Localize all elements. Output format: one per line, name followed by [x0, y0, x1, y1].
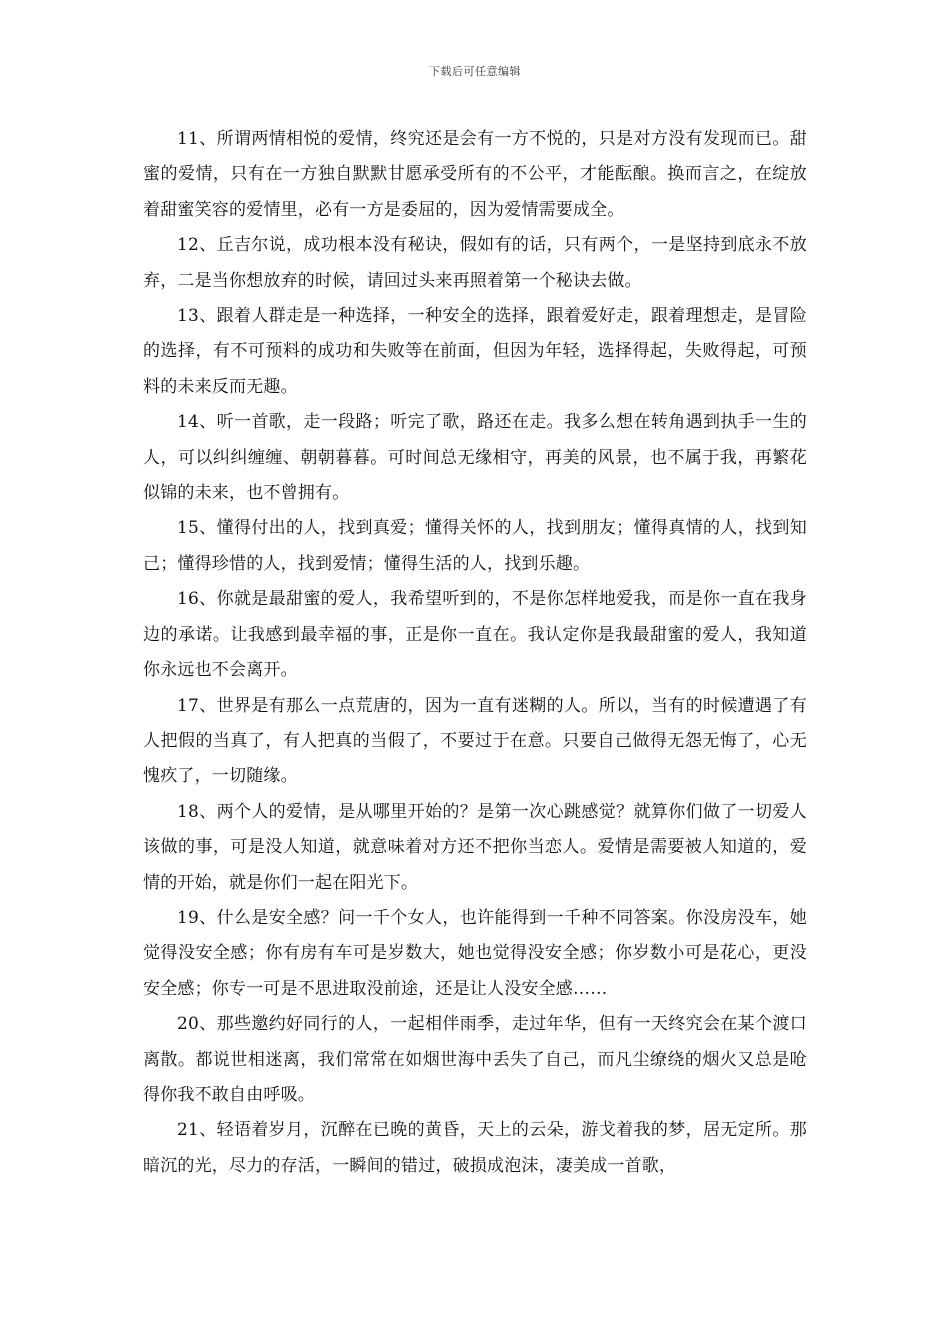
- paragraph-20: 20、那些邀约好同行的人，一起相伴雨季，走过年华，但有一天终究会在某个渡口离散。都说世相迷离，我们常常在如烟世海中丢失了自己，而凡尘缭绕的烟火又总是呛得你我不敢自由呼吸。: [143, 1014, 807, 1105]
- paragraph-16: 16、你就是最甜蜜的爱人，我希望听到的，不是你怎样地爱我，而是你一直在我身边的承诺。让我感到最幸福的事，正是你一直在。我认定你是我最甜蜜的爱人，我知道你永远也不会离开。: [143, 589, 807, 681]
- paragraph-21: 21、轻语着岁月，沉醉在已晚的黄昏，天上的云朵，游戈着我的梦，居无定所。那暗沉的光，尽力的存活，一瞬间的错过，破损成泡沫，凄美成一首歌，: [143, 1120, 807, 1176]
- paragraph-12: 12、丘吉尔说，成功根本没有秘诀，假如有的话，只有两个，一是坚持到底永不放弃，二是当你想放弃的时候，请回过头来再照着第一个秘诀去做。: [143, 235, 807, 291]
- paragraph-11: 11、所谓两情相悦的爱情，终究还是会有一方不悦的，只是对方没有发现而已。甜蜜的爱情，只有在一方独自默默甘愿承受所有的不公平，才能酝酿。换而言之，在绽放着甜蜜笑容的爱情里，必有一方是委屈的，因为爱情需要成全。: [143, 129, 807, 220]
- document-body: [143, 122, 807, 1184]
- paragraph-15: 15、懂得付出的人，找到真爱；懂得关怀的人，找到朋友；懂得真情的人，找到知己；懂得珍惜的人，找到爱情；懂得生活的人，找到乐趣。: [143, 518, 807, 574]
- paragraph-14: 14、听一首歌，走一段路；听完了歌，路还在走。我多么想在转角遇到执手一生的人，可以纠纠缠缠、朝朝暮暮。可时间总无缘相守，再美的风景，也不属于我，再繁花似锦的未来，也不曾拥有。: [143, 412, 807, 504]
- paragraph-13: 13、跟着人群走是一种选择，一种安全的选择，跟着爱好走，跟着理想走，是冒险的选择，有不可预料的成功和失败等在前面，但因为年轻，选择得起，失败得起，可预料的未来反而无趣。: [143, 306, 807, 397]
- paragraph-18: 18、两个人的爱情，是从哪里开始的？是第一次心跳感觉？就算你们做了一切爱人该做的事，可是没人知道，就意味着对方还不把你当恋人。爱情是需要被人知道的，爱情的开始，就是你们一起在阳光下。: [143, 801, 807, 893]
- paragraph-19: 19、什么是安全感？问一千个女人，也许能得到一千种不同答案。你没房没车，她觉得没安全感；你有房有车可是岁数大，她也觉得没安全感；你岁数小可是花心，更没安全感；你专一可是不思进取没前途，还是让人没安全感……: [143, 907, 807, 999]
- paragraph-17: 17、世界是有那么一点荒唐的，因为一直有迷糊的人。所以，当有的时候遭遇了有人把假的当真了，有人把真的当假了，不要过于在意。只要自己做得无怨无悔了，心无愧疚了，一切随缘。: [143, 695, 807, 787]
- page-header: 下载后可任意编辑: [429, 65, 521, 78]
